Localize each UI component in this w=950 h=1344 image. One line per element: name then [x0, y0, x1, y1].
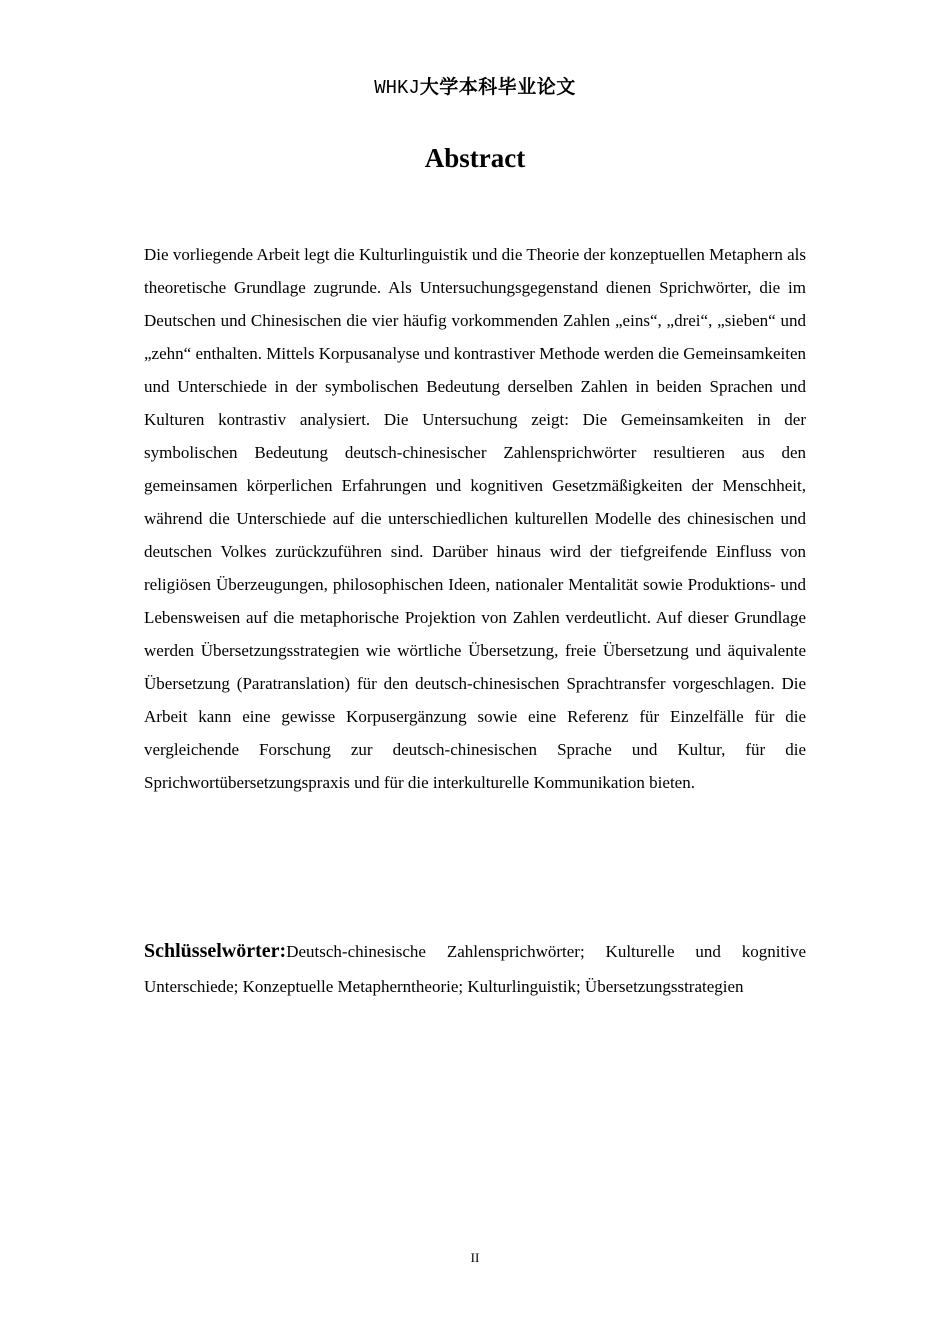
keywords-label: Schlüsselwörter:	[144, 940, 287, 962]
abstract-title: Abstract	[424, 143, 526, 173]
running-header	[0, 72, 950, 99]
header-institution-code: WHKJ	[374, 77, 420, 99]
abstract-body: Die vorliegende Arbeit legt die Kulturlinguistik und die Theorie der konzeptuellen Metaphern als theoretische Grundlage zugrunde. Als Untersuchungsgegenstand dienen Sprichwörter, die im Deutschen und Chinesischen die vier häufig vorkommenden Zahlen „eins“, „drei“, „sieben“ und „zehn“ enthalten. Mittels Korpusanalyse und kontrastiver Methode werden die Gemeinsamkeiten und Unterschiede in der symbolischen Bedeutung derselben Zahlen in beiden Sprachen und Kulturen kontrastiv analysiert. Die Untersuchung zeigt: Die Gemeinsamkeiten in der symbolischen Bedeutung deutsch-chinesischer Zahlensprichwörter resultieren aus den gemeinsamen körperlichen Erfahrungen und kognitiven Gesetzmäßigkeiten der Menschheit, während die Unterschiede auf die unterschiedlichen kulturellen Modelle des chinesischen und deutschen Volkes zurückzuführen sind. Darüber hinaus wird der tiefgreifende Einfluss von religiösen Überzeugungen, philosophischen Ideen, nationaler Mentalität sowie Produktions- und Lebensweisen auf die metaphorische Projektion von Zahlen verdeutlicht. Auf dieser Grundlage werden Übersetzungsstrategien wie wörtliche Übersetzung, freie Übersetzung und äquivalente Übersetzung (Paratranslation) für den deutsch-chinesischen Sprachtransfer vorgeschlagen. Die Arbeit kann eine gewisse Korpusergänzung sowie eine Referenz für Einzelfälle für die vergleichende Forschung zur deutsch-chinesischen Sprache und Kultur, für die Sprichwortübersetzungspraxis und für die interkulturelle Kommunikation bieten.	[144, 245, 806, 792]
keywords-paragraph	[144, 934, 806, 1004]
page-number: II	[470, 1250, 480, 1265]
keywords-text: Deutsch-chinesische Zahlensprichwörter; Kulturelle und kognitive Unterschiede; Konzeptuelle Metapherntheorie; Kulturlinguistik; Übersetzungsstrategien	[144, 942, 806, 996]
header-thesis-label: 大学本科毕业论文	[419, 76, 576, 98]
